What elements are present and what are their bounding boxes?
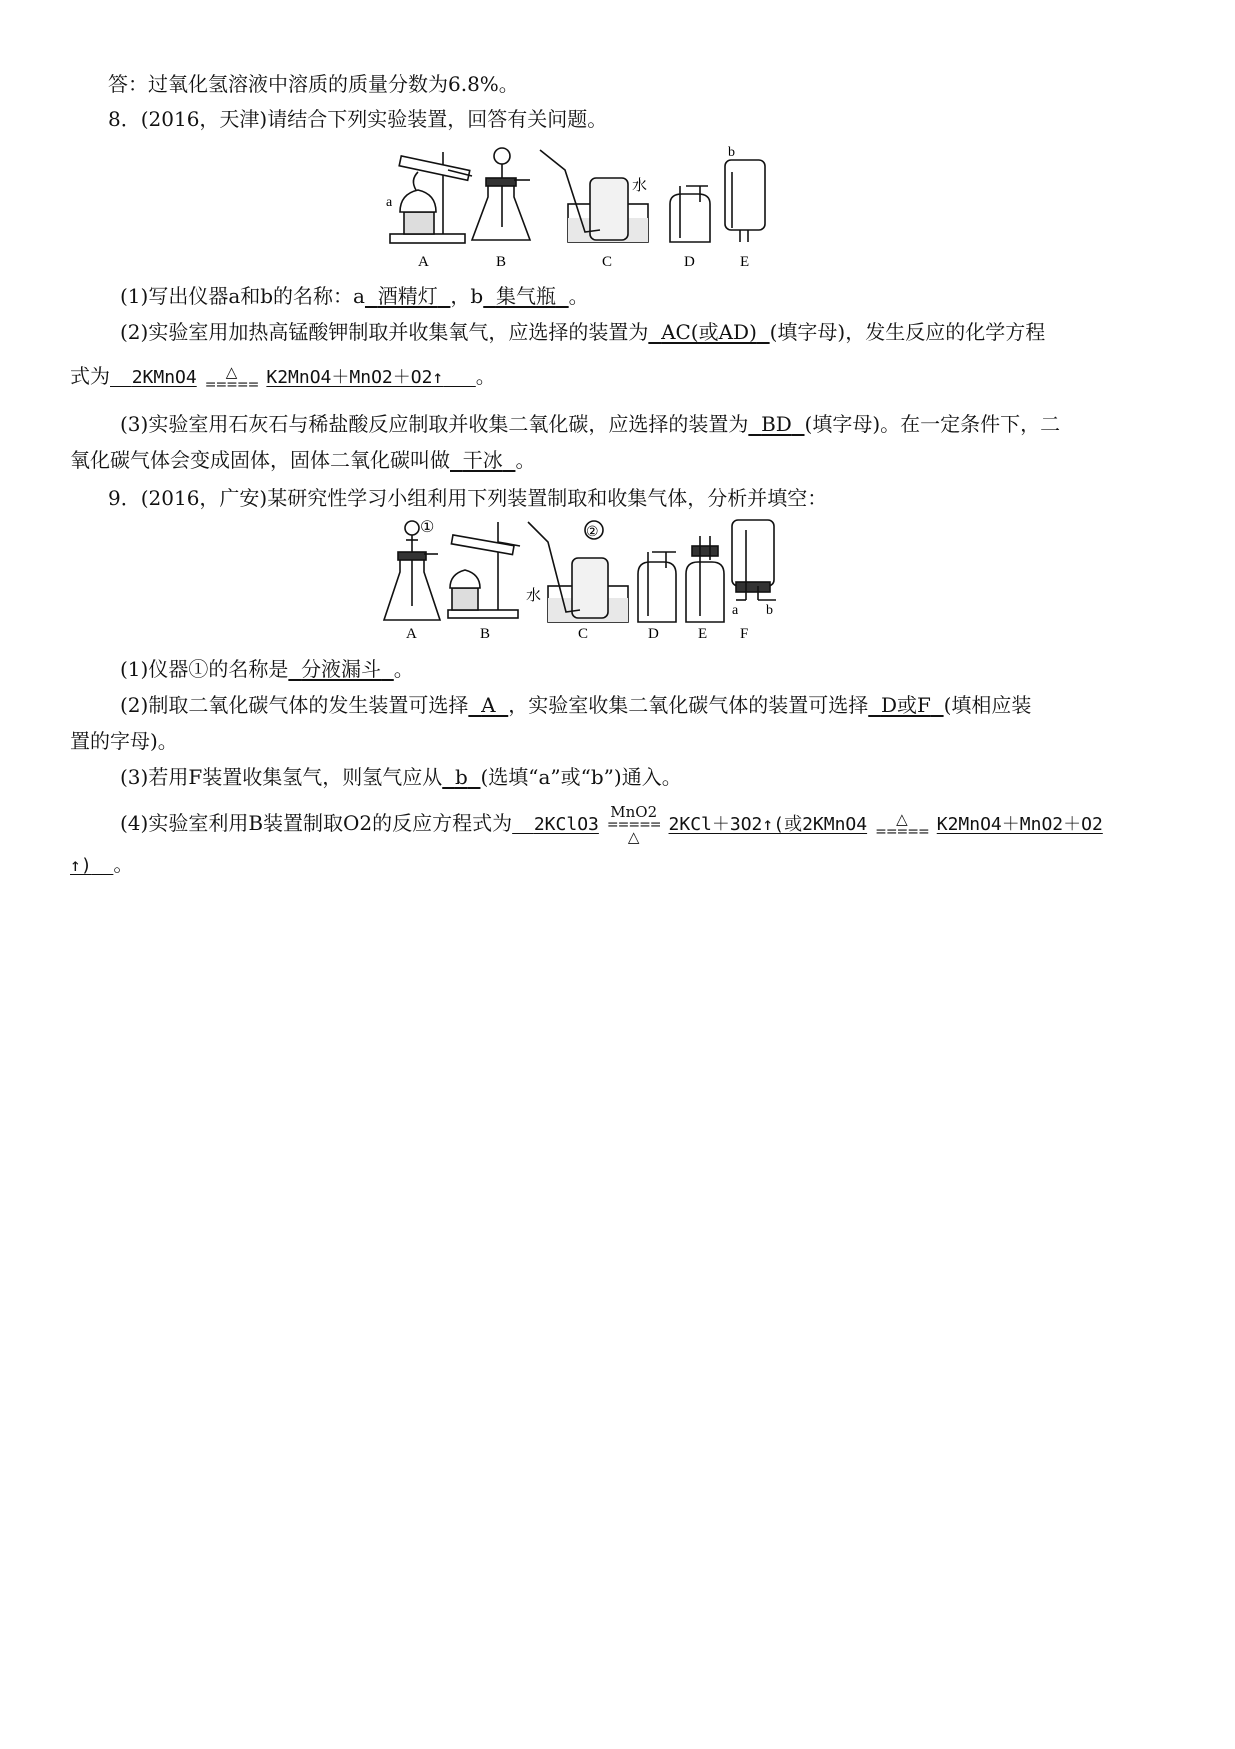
q8-p1-end: 。 (568, 284, 589, 308)
q8-p2b-prefix: 式为 (70, 364, 110, 388)
q8-eq1-condition: △ ===== (204, 363, 259, 393)
q9-label-2: ② (586, 525, 599, 540)
q9-label-1: ① (420, 519, 435, 536)
q8-apparatus-c (540, 150, 648, 242)
q9-apparatus-figure (380, 516, 800, 644)
q8-label-water: 水 (632, 178, 648, 194)
q8-p3b-end: 。 (515, 448, 536, 472)
q9-eq2-rhs: 2KCl＋3O2↑(或2KMnO4 (668, 814, 868, 835)
q9-p1-prefix: (1)仪器①的名称是 (120, 657, 289, 681)
q8-p3-prefix: (3)实验室用石灰石与稀盐酸反应制取并收集二氧化碳，应选择的装置为 (120, 412, 749, 436)
q9-p2-mid: ，实验室收集二氧化碳气体的装置可选择 (508, 693, 869, 717)
q8-p1-answer-a: 酒精灯 (377, 284, 438, 308)
q8-eq1-rhs: K2MnO4＋MnO2＋O2↑ (266, 367, 444, 388)
q8-p1-prefix: (1)写出仪器a和b的名称：a (120, 284, 365, 308)
q8-fig-label-D: D (684, 254, 695, 270)
q9-fig-label-D: D (648, 626, 659, 642)
q8-fig-label-E: E (740, 254, 750, 270)
answer-line: 答：过氧化氢溶液中溶质的质量分数为6.8%。 (108, 72, 519, 96)
q8-p3b-prefix: 氧化碳气体会变成固体，固体二氧化碳叫做 (70, 448, 450, 472)
q9-eq3-condition: △ ===== (875, 810, 929, 840)
q8-part3b (70, 446, 535, 474)
q8-p2b-end: 。 (475, 364, 496, 388)
q8-p3-suffix: (填字母)。在一定条件下，二 (804, 412, 1061, 436)
q8-p3-answer: BD (761, 412, 792, 436)
q9-eq2-condition: MnO2 ===== △ (606, 803, 661, 846)
q8-stem: 8．(2016，天津)请结合下列实验装置，回答有关问题。 (108, 107, 608, 131)
q9-fig-label-E: E (698, 626, 708, 642)
q8-p2-answer: AC(或AD) (661, 320, 757, 344)
q9-part3 (120, 763, 682, 791)
q9-label-water: 水 (526, 588, 542, 604)
q8-part1 (120, 282, 589, 310)
q9-p2-answer1: A (481, 693, 496, 717)
q8-part2 (120, 318, 1045, 346)
q8-apparatus-a (390, 152, 472, 243)
q9-p2-suffix: (填相应装 (943, 693, 1032, 717)
q9-label-a: a (732, 603, 739, 618)
q9-eq3-rhs: K2MnO4＋MnO2＋O2 (936, 814, 1103, 835)
q8-p2-prefix: (2)实验室用加热高锰酸钾制取并收集氧气，应选择的装置为 (120, 320, 649, 344)
q9-p4-prefix: (4)实验室利用B装置制取O2的反应方程式为 (120, 811, 513, 835)
q9-part1 (120, 655, 414, 683)
q9-fig-label-A: A (406, 626, 417, 642)
q9-apparatus-d (638, 552, 676, 622)
q9-p1-answer: 分液漏斗 (301, 657, 382, 681)
q8-apparatus-d (670, 186, 710, 242)
q9-p3-answer: b (454, 765, 468, 789)
q9-apparatus-b (448, 522, 520, 618)
q8-label-a: a (386, 195, 393, 210)
q8-p1-answer-b: 集气瓶 (495, 284, 556, 308)
q9-label-b: b (766, 603, 773, 618)
q9-fig-label-F: F (740, 626, 749, 642)
q9-apparatus-e (686, 536, 724, 622)
q8-fig-label-B: B (496, 254, 507, 270)
q9-eq2-lhs: 2KClO3 (533, 814, 599, 835)
q9-apparatus-c (528, 521, 628, 622)
q8-part2-equation (70, 362, 496, 392)
q8-p1-mid: ，b (450, 284, 484, 308)
q9-p4b-end: 。 (113, 852, 134, 876)
q9-fig-label-B: B (480, 626, 491, 642)
q9-part4 (120, 805, 1103, 844)
q9-p4b-answer: ↑) (70, 855, 92, 876)
q9-p2-prefix: (2)制取二氧化碳气体的发生装置可选择 (120, 693, 469, 717)
q8-label-b: b (728, 145, 735, 160)
q8-apparatus-e (725, 160, 765, 242)
q9-stem: 9．(2016，广安)某研究性学习小组利用下列装置制取和收集气体，分析并填空： (108, 486, 828, 510)
q8-fig-label-C: C (602, 254, 613, 270)
q9-fig-label-C: C (578, 626, 589, 642)
q9-p3-suffix: (选填“a”或“b”)通入。 (480, 765, 682, 789)
q8-apparatus-figure (380, 142, 780, 272)
q8-eq1-lhs: 2KMnO4 (131, 367, 197, 388)
q9-part4b (70, 850, 133, 880)
q8-fig-label-A: A (418, 254, 429, 270)
q9-apparatus-f (732, 520, 776, 600)
q9-part2b: 置的字母)。 (70, 729, 178, 753)
q9-part2 (120, 691, 1031, 719)
q8-p2-suffix: (填字母)，发生反应的化学方程 (769, 320, 1046, 344)
q9-p1-end: 。 (393, 657, 414, 681)
q9-p2-answer2: D或F (880, 693, 931, 717)
q8-p3b-answer: 干冰 (462, 448, 503, 472)
q8-part3 (120, 410, 1060, 438)
q9-p3-prefix: (3)若用F装置收集氢气，则氢气应从 (120, 765, 443, 789)
q8-apparatus-b (472, 148, 530, 240)
